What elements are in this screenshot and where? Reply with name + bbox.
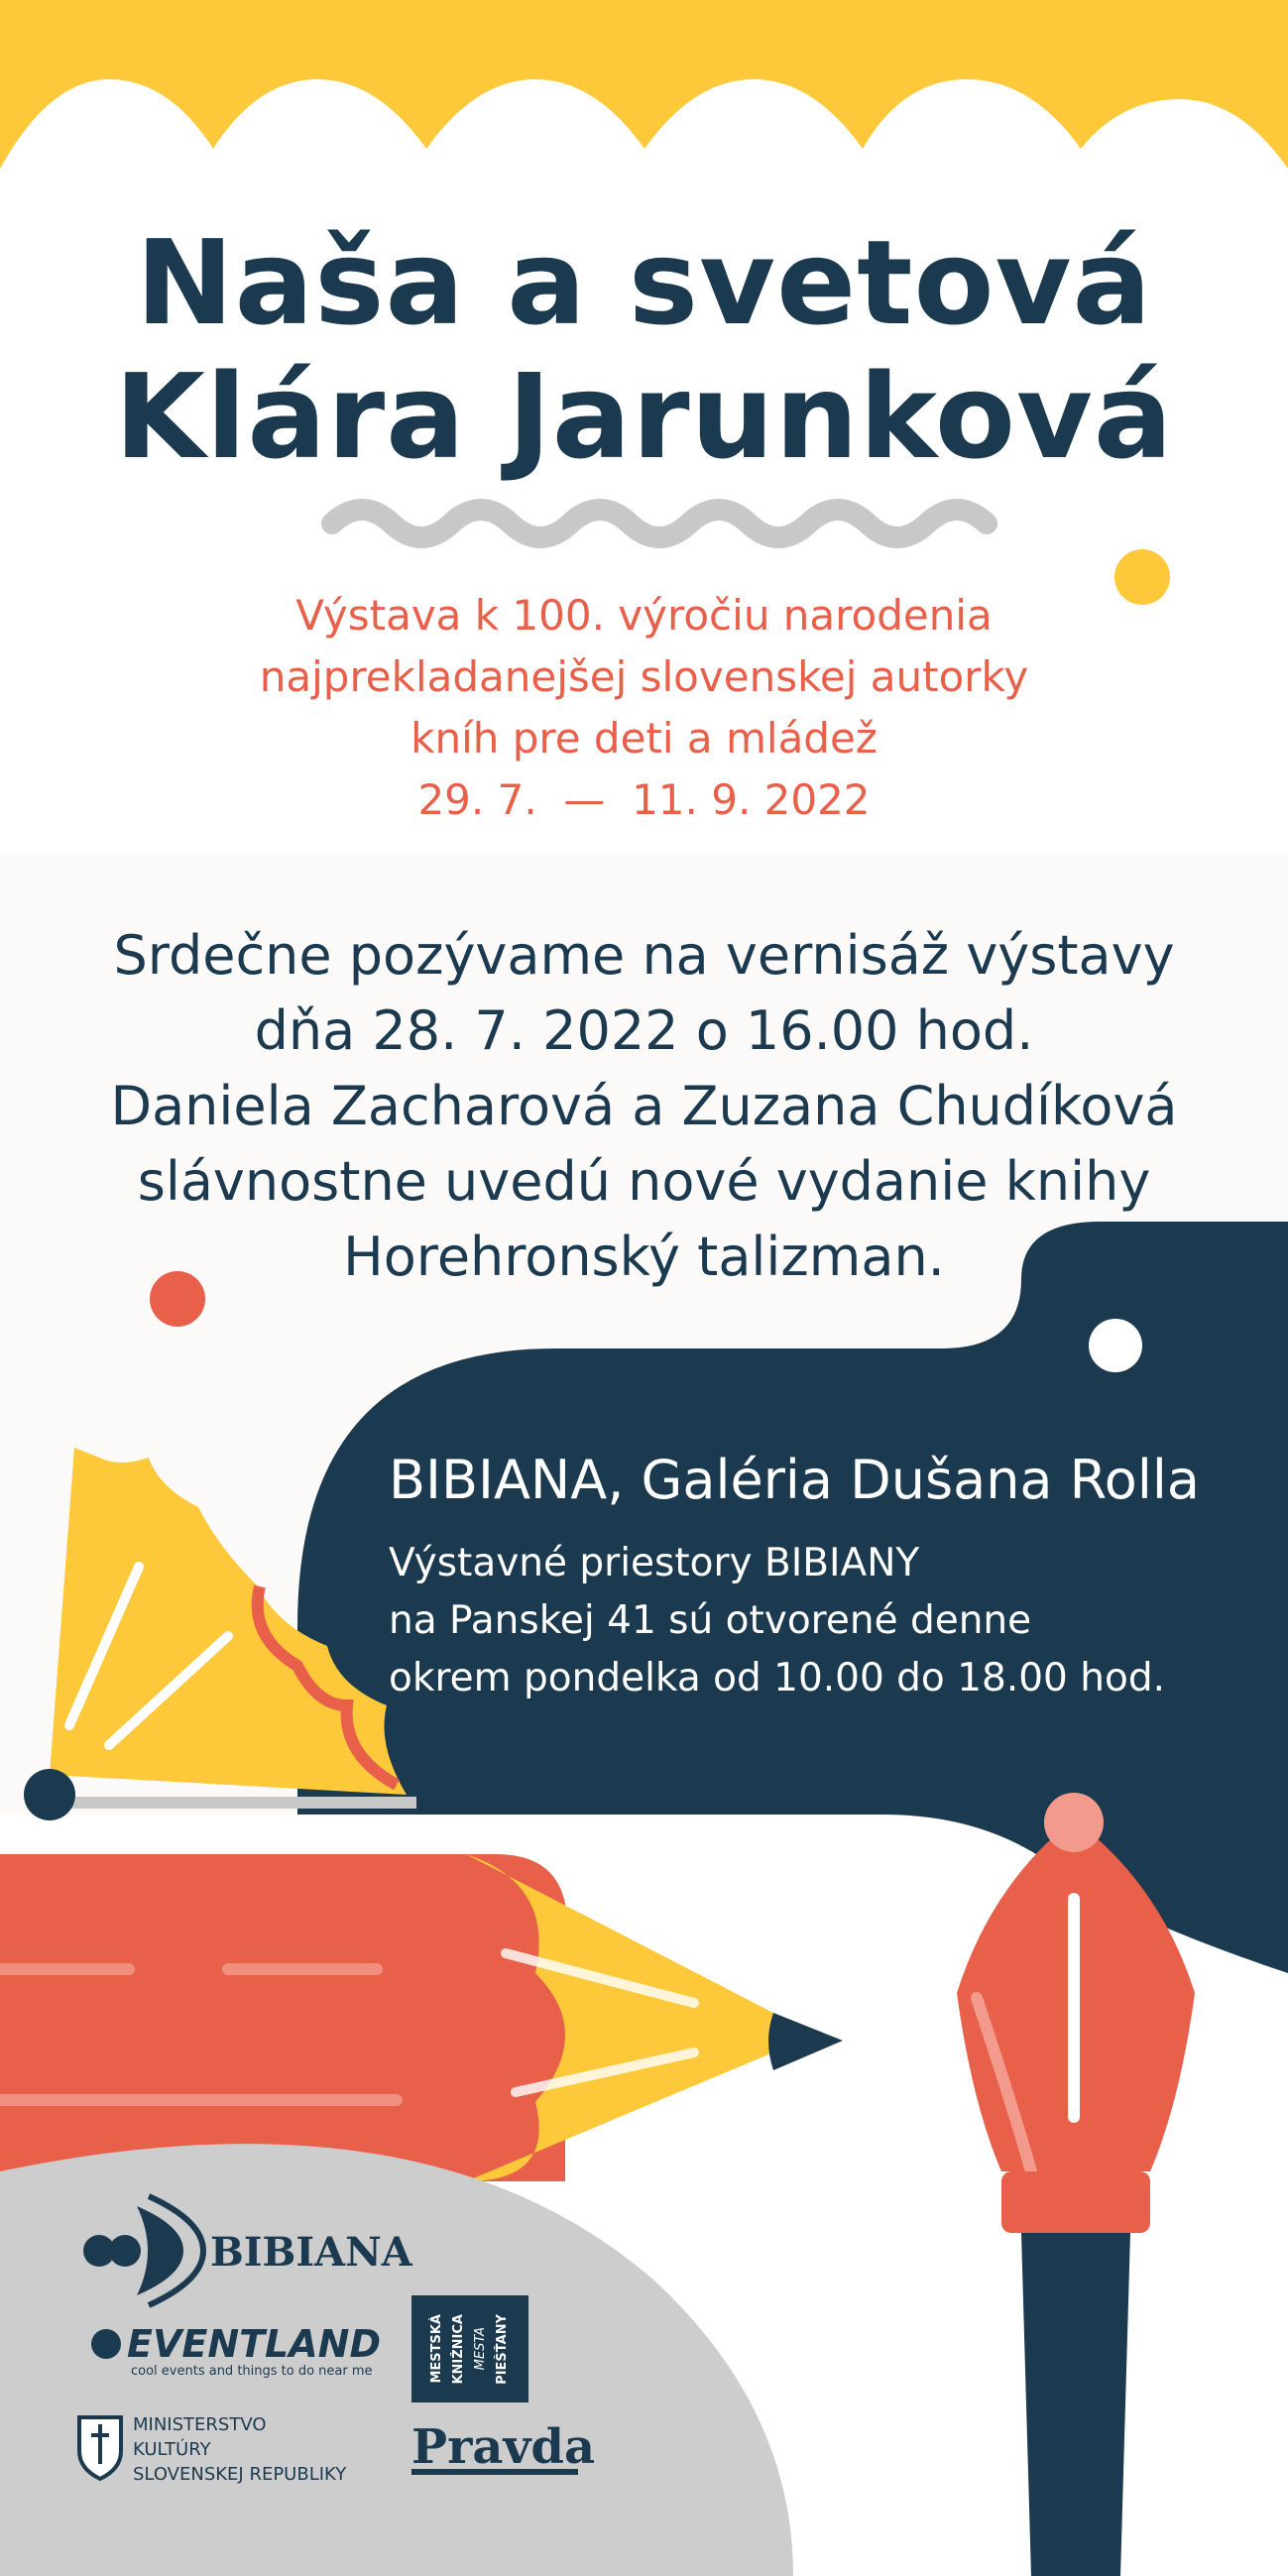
ministry-line-3: SLOVENSKEJ REPUBLIKY — [133, 2464, 347, 2485]
subtitle-line-2: najprekladanejšej slovenskej autorky — [259, 652, 1029, 701]
title-line-1: Naša a svetová — [135, 214, 1153, 351]
library-line-3: MESTA — [473, 2327, 488, 2371]
library-line-4: PIEŠŤANY — [495, 2313, 510, 2385]
title-line-2: Klára Jarunková — [114, 348, 1174, 485]
venue-line-3: okrem pondelka od 10.00 do 18.00 hod. — [389, 1656, 1165, 1700]
invitation-line-4: slávnostne uvedú nové vydanie knihy — [137, 1150, 1151, 1213]
navy-blob — [297, 1222, 1288, 1824]
bibiana-logo-text: BIBIANA — [210, 2229, 412, 2276]
eventland-tagline: cool events and things to do near me — [131, 2364, 373, 2379]
invitation-line-3: Daniela Zacharová a Zuzana Chudíková — [110, 1075, 1178, 1137]
pravda-logo-text: Pravda — [411, 2419, 596, 2475]
eventland-logo-text: EVENTLAND — [127, 2322, 382, 2366]
red-pencil — [0, 1854, 565, 2181]
library-line-2: KNIŽNICA — [451, 2313, 466, 2385]
library-line-1: MESTSKÁ — [429, 2314, 444, 2384]
exhibition-dates: 29. 7. — 11. 9. 2022 — [417, 775, 871, 824]
invitation-line-2: dňa 28. 7. 2022 o 16.00 hod. — [254, 999, 1034, 1062]
subtitle-line-1: Výstava k 100. výročiu narodenia — [295, 591, 993, 640]
subtitle-line-3: kníh pre deti a mládež — [410, 714, 878, 762]
invitation-line-1: Srdečne pozývame na vernisáž výstavy — [113, 924, 1175, 987]
venue-line-2: na Panskej 41 sú otvorené denne — [389, 1598, 1032, 1643]
invitation-line-5: Horehronský talizman. — [343, 1226, 945, 1288]
library-logo — [411, 2295, 528, 2402]
eventland-icon — [91, 2329, 121, 2359]
ministry-line-2: KULTÚRY — [133, 2439, 211, 2460]
venue-line-1: Výstavné priestory BIBIANY — [389, 1541, 920, 1585]
ministry-line-1: MINISTERSTVO — [133, 2414, 267, 2435]
venue-name: BIBIANA, Galéria Dušana Rolla — [389, 1449, 1200, 1511]
